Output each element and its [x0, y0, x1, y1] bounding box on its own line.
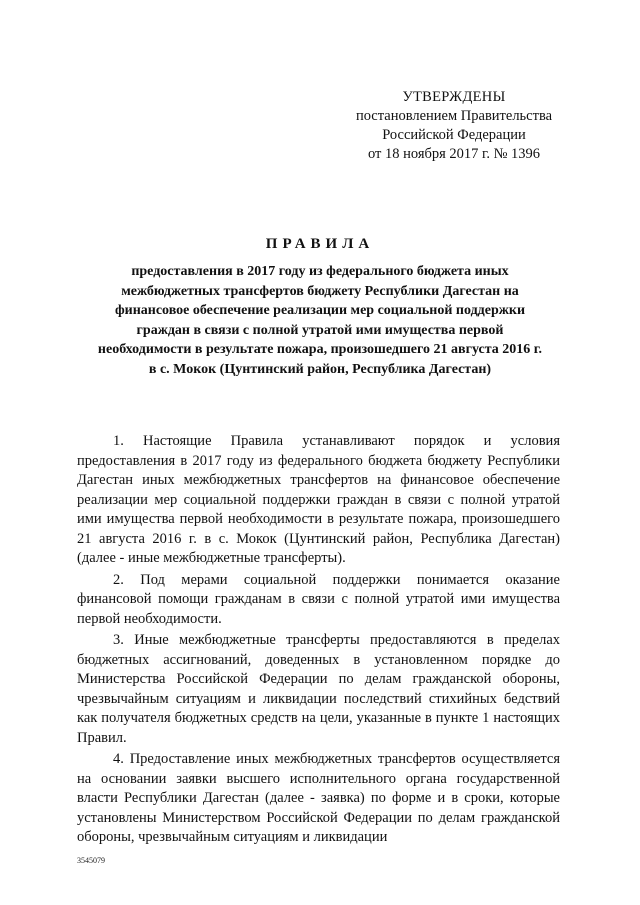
- document-code: 3545079: [77, 856, 105, 865]
- paragraph-1: 1. Настоящие Правила устанавливают порядок и условия предоставления в 2017 году из федерального бюджета бюджету Республики Дагестан иных межбюджетных трансфертов на финансовое обеспечение реализации мер социальной поддержки граждан в связи с полной утратой ими имущества первой необходимости в результате пожара, произошедшего 21 августа 2016 г. в с. Мокок (Цунтинский район, Республика Дагестан) (далее - иные межбюджетные трансферты).: [77, 433, 560, 566]
- approval-heading: УТВЕРЖДЕНЫ: [402, 89, 506, 105]
- subtitle-line: финансовое обеспечение реализации мер социальной поддержки: [114, 303, 526, 318]
- approval-line: постановлением Правительства: [355, 108, 553, 124]
- subtitle-line: в с. Мокок (Цунтинский район, Республика Дагестан): [148, 361, 492, 377]
- approval-date-line: от 18 ноября 2017 г. № 1396: [367, 146, 541, 162]
- document-body: [77, 432, 560, 848]
- subtitle-line: граждан в связи с полной утратой ими имущества первой: [136, 322, 504, 338]
- approval-stamp: [330, 88, 578, 164]
- subtitle-line: межбюджетных трансфертов бюджету Республики Дагестан на: [121, 283, 519, 299]
- paragraph-2: 2. Под мерами социальной поддержки понимается оказание финансовой помощи гражданам в связи с полной утратой ими имущества первой необходимости.: [77, 571, 560, 627]
- subtitle-line: предоставления в 2017 году из федерального бюджета иных: [131, 264, 509, 279]
- subtitle-line: необходимости в результате пожара, произошедшего 21 августа 2016 г.: [97, 342, 543, 357]
- approval-line: Российской Федерации: [382, 127, 526, 143]
- paragraph-4: 4. Предоставление иных межбюджетных трансфертов осуществляется на основании заявки высшего исполнительного органа государственной власти Республики Дагестан (далее - заявка) по форме и в сроки, которые установлены Министерством Российской Федерации по делам гражданской обороны, чрезвычайным ситуациям и ликвидации: [77, 751, 560, 845]
- document-title: ПРАВИЛА: [265, 236, 375, 252]
- paragraph-3: 3. Иные межбюджетные трансферты предоставляются в пределах бюджетных ассигнований, доведенных в установленном порядке до Министерства Российской Федерации по делам гражданской обороны, чрезвычайным ситуациям и ликвидации последствий стихийных бедствий как получателя бюджетных средств на цели, указанные в пункте 1 настоящих Правил.: [77, 632, 560, 746]
- document-subtitle: [80, 262, 560, 379]
